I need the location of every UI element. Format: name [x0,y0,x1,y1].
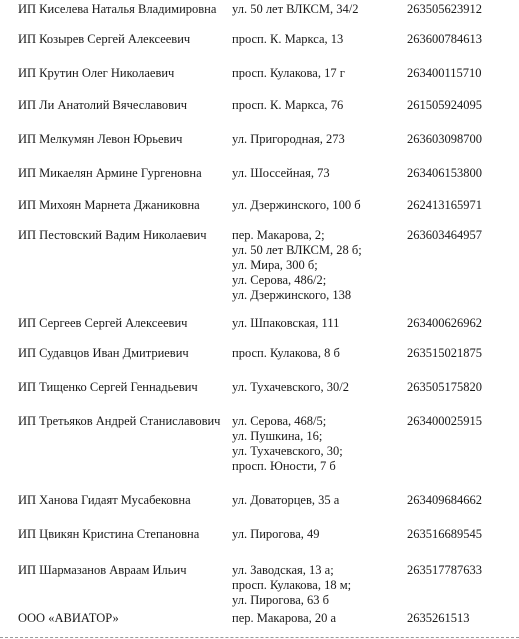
address-line: ул. Заводская, 13 а; [232,563,334,577]
address-line: просп. Юности, 7 б [232,459,336,473]
entity-inn: 263400115710 [407,66,482,80]
entity-inn: 263505623912 [407,2,482,16]
address-line: ул. Пригородная, 273 [232,132,345,146]
entity-inn: 262413165971 [407,198,482,212]
entity-inn: 263409684662 [407,493,482,507]
address-line: просп. К. Маркса, 76 [232,98,344,112]
entity-name: ИП Мелкумян Левон Юрьевич [18,132,183,146]
entity-inn: 2635261513 [407,611,470,625]
address-line: ул. Тухачевского, 30/2 [232,380,350,394]
entity-name: ИП Козырев Сергей Алексеевич [18,32,191,46]
entity-address [232,66,402,81]
entity-address [232,563,402,608]
entity-name: ИП Киселева Наталья Владимировна [18,2,217,16]
address-line: пер. Макарова, 2; [232,228,325,242]
entity-address [232,493,402,508]
entity-name: ИП Ханова Гидаят Мусабековна [18,493,191,507]
entity-address [232,316,402,331]
address-line: ул. Шпаковская, 111 [232,316,340,330]
entity-address [232,611,402,626]
entity-address [232,98,402,113]
entity-name: ИП Сергеев Сергей Алексеевич [18,316,188,330]
entity-address [232,32,402,47]
entity-name: ООО «АВИАТОР» [18,611,119,625]
entity-name: ИП Цвикян Кристина Степановна [18,527,200,541]
address-line: ул. Пирогова, 49 [232,527,320,541]
address-line: ул. Мира, 300 б; [232,258,318,272]
entity-name: ИП Судавцов Иван Дмитриевич [18,346,189,360]
address-line: ул. 50 лет ВЛКСМ, 28 б; [232,243,362,257]
entity-name: ИП Ли Анатолий Вячеславович [18,98,188,112]
entity-address [232,414,402,474]
address-line: ул. Тухачевского, 30; [232,444,343,458]
address-line: просп. Кулакова, 18 м; [232,578,352,592]
address-line: просп. Кулакова, 8 б [232,346,340,360]
address-line: ул. Дзержинского, 100 б [232,198,361,212]
entity-inn: 263400025915 [407,414,482,428]
entity-address [232,380,402,395]
entity-address [232,198,402,213]
entity-inn: 263505175820 [407,380,482,394]
entity-inn: 261505924095 [407,98,482,112]
entity-inn: 263515021875 [407,346,482,360]
entity-address [232,132,402,147]
address-line: ул. Доваторцев, 35 а [232,493,340,507]
entity-name: ИП Шармазанов Авраам Ильич [18,563,187,577]
entity-address [232,527,402,542]
entity-inn: 263600784613 [407,32,482,46]
address-line: ул. 50 лет ВЛКСМ, 34/2 [232,2,359,16]
entity-name: ИП Пестовский Вадим Николаевич [18,228,207,242]
entity-name: ИП Тищенко Сергей Геннадьевич [18,380,198,394]
entity-address [232,346,402,361]
address-line: ул. Серова, 486/2; [232,273,327,287]
entity-address [232,228,402,303]
entity-inn: 263603464957 [407,228,482,242]
entity-address [232,166,402,181]
entity-address [232,2,402,17]
entity-inn: 263406153800 [407,166,482,180]
address-line: просп. К. Маркса, 13 [232,32,344,46]
address-line: ул. Пирогова, 63 б [232,593,329,607]
address-line: ул. Шоссейная, 73 [232,166,330,180]
entity-inn: 263603098700 [407,132,482,146]
entity-name: ИП Микаелян Армине Гургеновна [18,166,202,180]
entity-inn: 263400626962 [407,316,482,330]
entity-inn: 263516689545 [407,527,482,541]
address-line: пер. Макарова, 20 а [232,611,337,625]
address-line: ул. Серова, 468/5; [232,414,327,428]
entity-name: ИП Крутин Олег Николаевич [18,66,175,80]
entity-name: ИП Михоян Марнета Джаниковна [18,198,200,212]
address-line: ул. Дзержинского, 138 [232,288,352,302]
address-line: ул. Пушкина, 16; [232,429,323,443]
entity-name: ИП Третьяков Андрей Станиславович [18,414,221,428]
entity-inn: 263517787633 [407,563,482,577]
address-line: просп. Кулакова, 17 г [232,66,345,80]
page-bottom-rule [0,637,519,638]
